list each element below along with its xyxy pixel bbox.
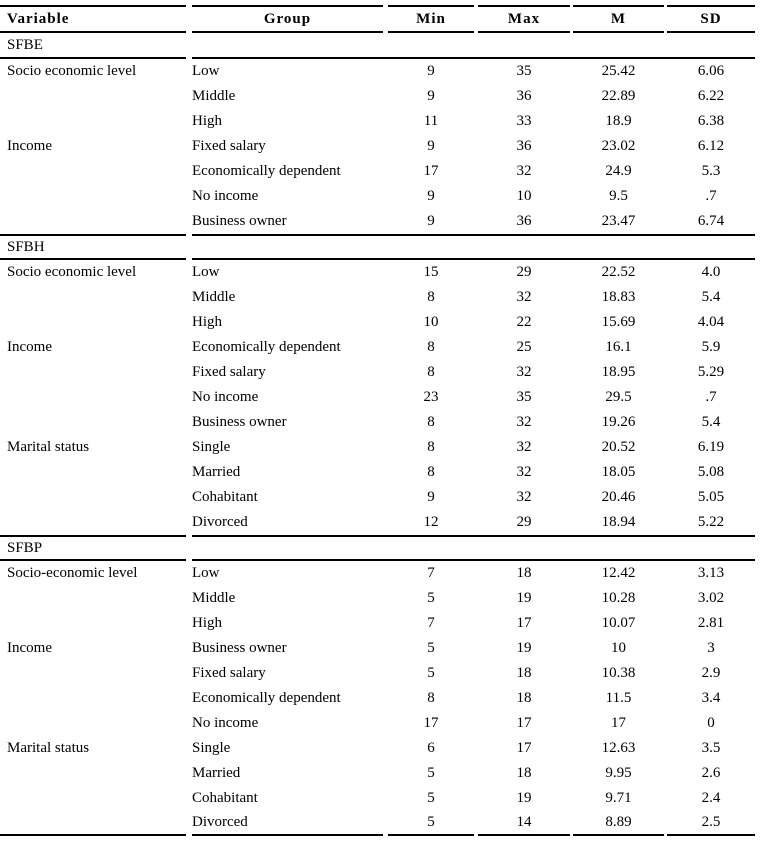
cell-variable: Marital status <box>7 740 90 756</box>
cell-variable <box>0 84 186 109</box>
table-row <box>0 360 761 385</box>
table-row <box>0 285 761 310</box>
cell-m: 12.63 <box>601 740 636 756</box>
cell-m: 20.46 <box>601 489 636 505</box>
cell-min: 9 <box>427 63 435 79</box>
cell-group: Married <box>192 464 241 480</box>
cell-min: 5 <box>427 640 435 656</box>
cell-group: Low <box>192 565 220 581</box>
table-row <box>0 260 761 285</box>
cell-m: 9.95 <box>605 765 632 781</box>
section-label: SFBP <box>0 535 186 561</box>
cell-max: 32 <box>516 489 532 505</box>
cell-max: 25 <box>516 339 532 355</box>
cell-max: 18 <box>516 690 532 706</box>
cell-sd: 3.4 <box>701 690 721 706</box>
cell-m: 12.42 <box>601 565 636 581</box>
table-row <box>0 410 761 435</box>
cell-variable: Socio economic level <box>7 63 137 79</box>
cell-min: 10 <box>423 314 439 330</box>
cell-variable <box>0 661 186 686</box>
cell-min: 15 <box>423 264 439 280</box>
cell-sd: 2.5 <box>667 811 755 836</box>
cell-max: 18 <box>516 765 532 781</box>
table-row <box>0 134 761 159</box>
cell-m: 20.52 <box>601 439 636 455</box>
table-row <box>0 661 761 686</box>
table-row <box>0 435 761 460</box>
cell-sd: 5.4 <box>701 289 721 305</box>
cell-min: 17 <box>423 163 439 179</box>
cell-variable <box>0 410 186 435</box>
cell-group: Cohabitant <box>192 489 258 505</box>
cell-max: 32 <box>516 414 532 430</box>
cell-m: 10.38 <box>601 665 636 681</box>
cell-group: Fixed salary <box>192 364 266 380</box>
cell-min: 8 <box>427 339 435 355</box>
cell-variable: Socio economic level <box>7 264 137 280</box>
cell-m: 15.69 <box>601 314 636 330</box>
table-row <box>0 159 761 184</box>
cell-max: 17 <box>516 740 532 756</box>
cell-group: Cohabitant <box>192 790 258 806</box>
cell-max: 32 <box>516 439 532 455</box>
cell-max: 29 <box>516 264 532 280</box>
cell-group: Low <box>192 264 220 280</box>
cell-variable <box>0 761 186 786</box>
cell-min: 9 <box>427 138 435 154</box>
cell-variable: Marital status <box>7 439 90 455</box>
cell-sd: .7 <box>705 188 717 204</box>
cell-sd: 3 <box>707 640 715 656</box>
cell-group: Fixed salary <box>192 138 266 154</box>
cell-group: Single <box>192 439 231 455</box>
table-row <box>0 109 761 134</box>
cell-min: 7 <box>427 565 435 581</box>
cell-max: 19 <box>516 590 532 606</box>
table-row <box>0 385 761 410</box>
cell-variable <box>0 109 186 134</box>
cell-sd: 5.22 <box>697 514 725 530</box>
cell-max: 33 <box>516 113 532 129</box>
cell-sd: 0 <box>707 715 715 731</box>
cell-m: 18.83 <box>601 289 636 305</box>
cell-group: Business owner <box>192 414 287 430</box>
table-row <box>0 761 761 786</box>
cell-m: 18.95 <box>601 364 636 380</box>
cell-max: 32 <box>516 464 532 480</box>
cell-max: 14 <box>478 811 570 836</box>
cell-min: 12 <box>423 514 439 530</box>
cell-m: 16.1 <box>605 339 632 355</box>
cell-m: 9.5 <box>609 188 628 204</box>
table-body <box>0 33 761 836</box>
column-header-sd: SD <box>667 5 755 33</box>
cell-m: 17 <box>611 715 626 731</box>
cell-max: 36 <box>516 213 532 229</box>
cell-m: 10.28 <box>601 590 636 606</box>
cell-variable <box>0 485 186 510</box>
cell-group: Economically dependent <box>192 163 341 179</box>
cell-min: 5 <box>388 811 474 836</box>
section-rule <box>192 33 755 59</box>
cell-max: 18 <box>516 665 532 681</box>
cell-group: Fixed salary <box>192 665 266 681</box>
cell-group: Married <box>192 765 241 781</box>
cell-max: 32 <box>516 364 532 380</box>
cell-min: 5 <box>427 590 435 606</box>
cell-variable <box>0 460 186 485</box>
cell-group: Economically dependent <box>192 690 341 706</box>
cell-max: 17 <box>516 715 532 731</box>
cell-min: 7 <box>427 615 435 631</box>
cell-sd: 5.29 <box>697 364 725 380</box>
cell-group: High <box>192 113 222 129</box>
cell-max: 35 <box>516 63 532 79</box>
cell-variable <box>0 285 186 310</box>
table-row <box>0 184 761 209</box>
table-row <box>0 209 761 234</box>
column-header-m: M <box>573 5 664 33</box>
cell-variable <box>0 686 186 711</box>
cell-sd: 2.9 <box>701 665 721 681</box>
column-header-variable: Variable <box>0 5 186 33</box>
cell-sd: 5.08 <box>697 464 725 480</box>
cell-min: 23 <box>423 389 439 405</box>
cell-variable: Income <box>7 138 52 154</box>
table-row <box>0 335 761 360</box>
cell-sd: 2.81 <box>697 615 725 631</box>
table-row <box>0 636 761 661</box>
cell-group: Low <box>192 63 220 79</box>
cell-sd: 5.9 <box>701 339 721 355</box>
table-row <box>0 711 761 736</box>
cell-variable <box>0 510 186 535</box>
section-label: SFBH <box>0 234 186 260</box>
table-row <box>0 485 761 510</box>
cell-min: 9 <box>427 213 435 229</box>
section-label: SFBE <box>0 33 186 59</box>
cell-variable <box>0 385 186 410</box>
cell-min: 5 <box>427 665 435 681</box>
cell-group: Middle <box>192 88 236 104</box>
cell-m: 10.07 <box>601 615 636 631</box>
cell-max: 22 <box>516 314 532 330</box>
cell-min: 9 <box>427 188 435 204</box>
cell-sd: 6.12 <box>697 138 725 154</box>
cell-m: 18.05 <box>601 464 636 480</box>
cell-variable <box>0 184 186 209</box>
cell-max: 32 <box>516 289 532 305</box>
cell-min: 8 <box>427 690 435 706</box>
table-row <box>0 561 761 586</box>
cell-sd: 6.22 <box>697 88 725 104</box>
cell-max: 29 <box>516 514 532 530</box>
cell-sd: 4.04 <box>697 314 725 330</box>
cell-m: 25.42 <box>601 63 636 79</box>
cell-variable <box>0 310 186 335</box>
cell-sd: 6.74 <box>697 213 725 229</box>
cell-group: Middle <box>192 289 236 305</box>
cell-m: 8.89 <box>573 811 664 836</box>
cell-min: 8 <box>427 439 435 455</box>
cell-group: Divorced <box>192 811 383 836</box>
cell-variable <box>0 586 186 611</box>
table-row <box>0 686 761 711</box>
cell-min: 8 <box>427 414 435 430</box>
table-row <box>0 611 761 636</box>
cell-sd: 6.38 <box>697 113 725 129</box>
cell-max: 35 <box>516 389 532 405</box>
cell-sd: 6.19 <box>697 439 725 455</box>
cell-group: Middle <box>192 590 236 606</box>
column-header-group: Group <box>192 5 383 33</box>
cell-sd: 5.4 <box>701 414 721 430</box>
section-row <box>0 33 761 59</box>
cell-m: 29.5 <box>605 389 632 405</box>
cell-variable: Income <box>7 339 52 355</box>
cell-sd: 3.02 <box>697 590 725 606</box>
cell-m: 9.71 <box>605 790 632 806</box>
cell-group: No income <box>192 188 259 204</box>
column-header-min: Min <box>388 5 474 33</box>
cell-max: 32 <box>516 163 532 179</box>
section-rule <box>192 234 755 260</box>
cell-m: 18.9 <box>605 113 632 129</box>
column-header-max: Max <box>478 5 570 33</box>
table-row <box>0 786 761 811</box>
cell-min: 9 <box>427 88 435 104</box>
table-row <box>0 310 761 335</box>
table-row <box>0 510 761 535</box>
table-row <box>0 84 761 109</box>
section-row <box>0 535 761 561</box>
cell-max: 19 <box>516 640 532 656</box>
table-row <box>0 811 761 836</box>
cell-variable <box>0 711 186 736</box>
section-row <box>0 234 761 260</box>
cell-m: 23.47 <box>601 213 636 229</box>
cell-group: Business owner <box>192 213 287 229</box>
cell-min: 9 <box>427 489 435 505</box>
cell-min: 5 <box>427 790 435 806</box>
table-row <box>0 586 761 611</box>
cell-sd: 2.6 <box>701 765 721 781</box>
cell-min: 17 <box>423 715 439 731</box>
cell-min: 11 <box>423 113 439 129</box>
cell-variable <box>0 360 186 385</box>
cell-group: No income <box>192 389 259 405</box>
cell-max: 36 <box>516 88 532 104</box>
cell-max: 17 <box>516 615 532 631</box>
cell-variable: Socio-economic level <box>7 565 138 581</box>
cell-group: High <box>192 615 222 631</box>
cell-group: No income <box>192 715 259 731</box>
cell-m: 19.26 <box>601 414 636 430</box>
cell-group: Business owner <box>192 640 287 656</box>
cell-m: 11.5 <box>605 690 632 706</box>
cell-group: High <box>192 314 222 330</box>
cell-m: 10 <box>611 640 626 656</box>
cell-sd: 6.06 <box>697 63 725 79</box>
cell-min: 5 <box>427 765 435 781</box>
cell-sd: 5.05 <box>697 489 725 505</box>
cell-group: Economically dependent <box>192 339 341 355</box>
cell-sd: 5.3 <box>701 163 721 179</box>
section-rule <box>192 535 755 561</box>
cell-m: 22.89 <box>601 88 636 104</box>
cell-variable: Income <box>7 640 52 656</box>
cell-max: 36 <box>516 138 532 154</box>
cell-group: Divorced <box>192 514 248 530</box>
cell-max: 10 <box>516 188 532 204</box>
cell-sd: 3.5 <box>701 740 721 756</box>
cell-sd: .7 <box>705 389 717 405</box>
cell-m: 23.02 <box>601 138 636 154</box>
cell-m: 18.94 <box>601 514 636 530</box>
cell-min: 8 <box>427 464 435 480</box>
cell-sd: 2.4 <box>701 790 721 806</box>
cell-variable <box>0 159 186 184</box>
cell-variable <box>0 209 186 234</box>
table-row <box>0 59 761 84</box>
cell-variable <box>0 786 186 811</box>
table-row <box>0 736 761 761</box>
cell-min: 8 <box>427 289 435 305</box>
cell-sd: 3.13 <box>697 565 725 581</box>
cell-max: 18 <box>516 565 532 581</box>
cell-variable <box>0 611 186 636</box>
cell-min: 6 <box>427 740 435 756</box>
cell-group: Single <box>192 740 231 756</box>
table-row <box>0 460 761 485</box>
cell-max: 19 <box>516 790 532 806</box>
cell-m: 24.9 <box>605 163 632 179</box>
table-header-row <box>0 5 761 33</box>
cell-m: 22.52 <box>601 264 636 280</box>
cell-sd: 4.0 <box>701 264 721 280</box>
cell-min: 8 <box>427 364 435 380</box>
cell-variable <box>0 811 186 836</box>
